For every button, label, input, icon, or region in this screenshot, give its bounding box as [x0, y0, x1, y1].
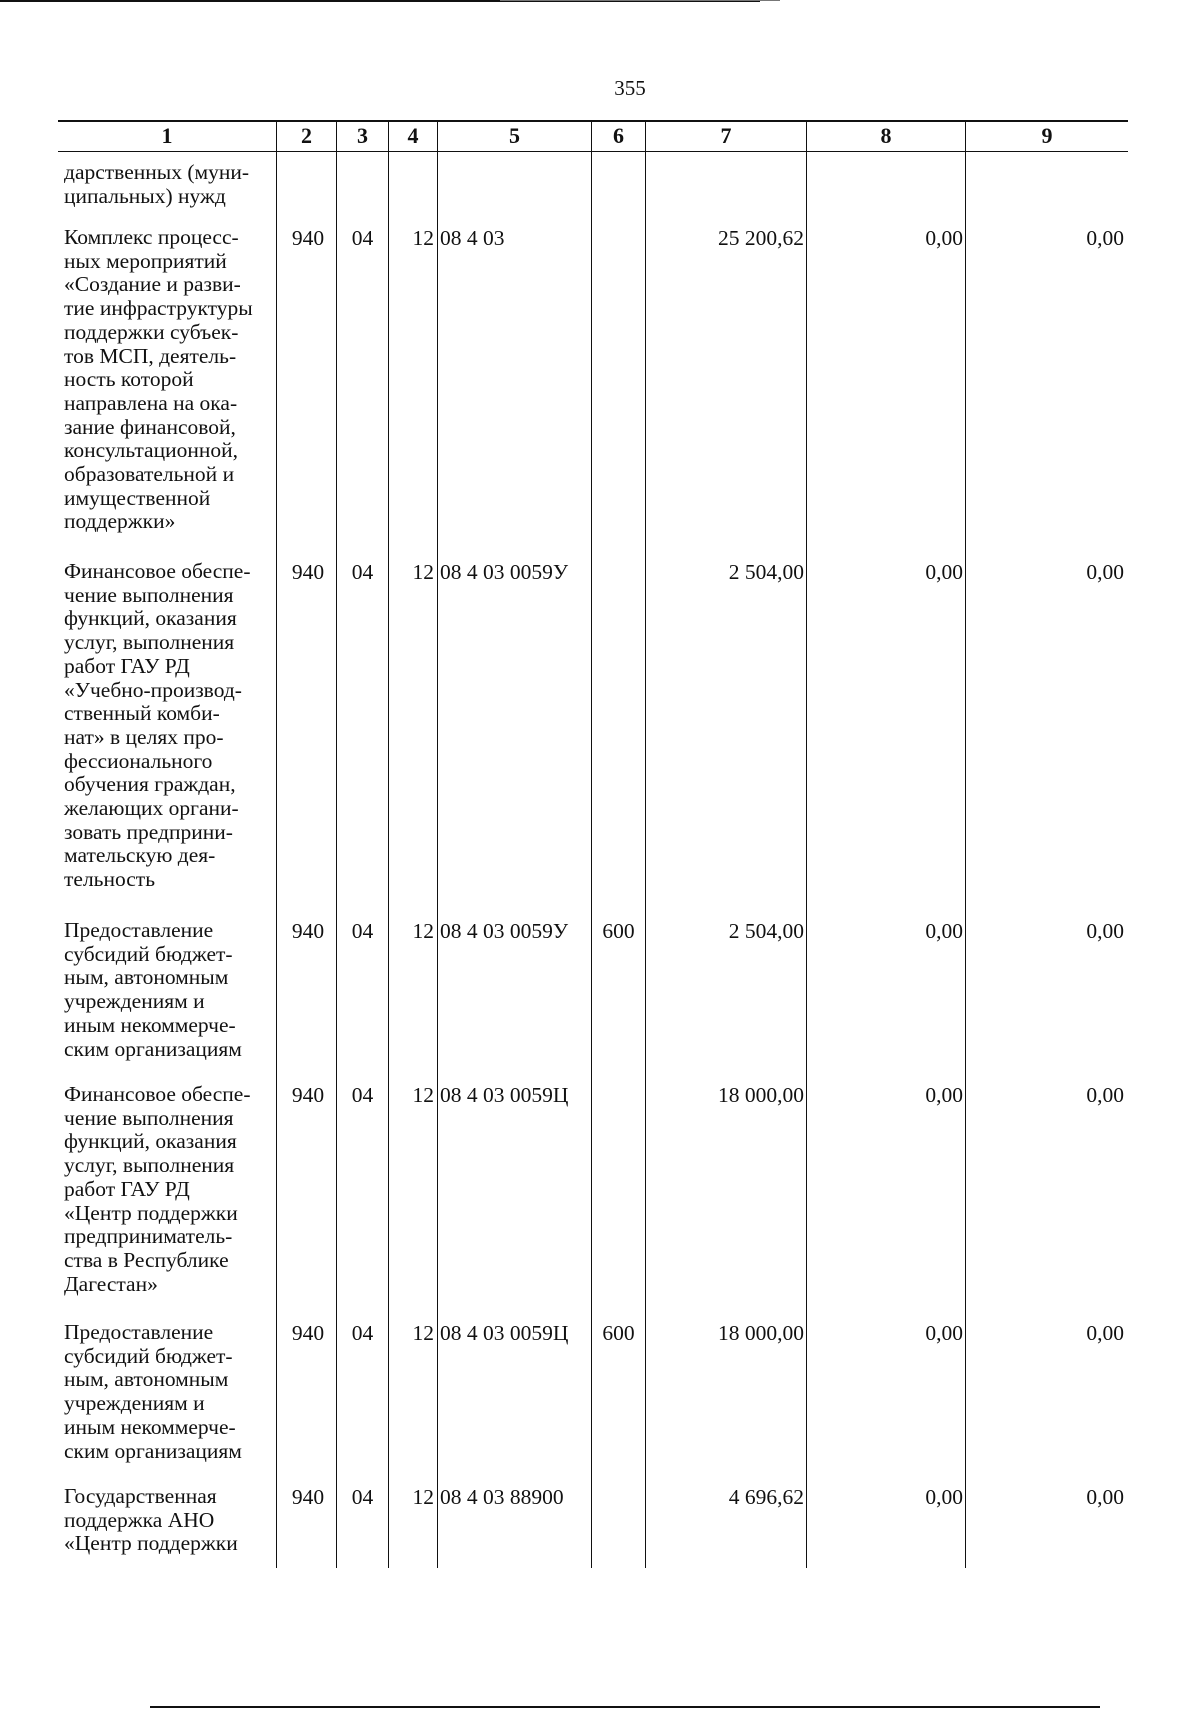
cell-col-9: 0,00 [1086, 226, 1124, 250]
cell-col-3: 04 [351, 919, 374, 943]
row-name: Финансовое обеспе- чение выполнения функций, оказания услуг, выполнения работ ГАУ РД «Учебно-производ- ственный комби- нат» в целях про- фессионального обучения граждан, желающих органи- зовать предприни- мательскую дея- тельность [64, 559, 251, 892]
cell-col-9: 0,00 [1086, 560, 1124, 584]
cell-col-9: 0,00 [1086, 1485, 1124, 1509]
cell-col-4: 12 [412, 919, 434, 943]
page-number: 355 [614, 76, 646, 100]
header-col-5: 5 [509, 123, 520, 148]
cell-col-7: 4 696,62 [728, 1485, 804, 1509]
cell-col-8: 0,00 [925, 1321, 963, 1345]
cell-col-7: 18 000,00 [718, 1321, 804, 1345]
cell-col-4: 12 [412, 226, 434, 250]
cell-col-3: 04 [351, 226, 374, 250]
scan-edge-bottom [150, 1706, 1100, 1708]
row-name: Предоставление субсидий бюджет- ным, автономным учреждениям и иным некоммерче- ским организациям [64, 1320, 242, 1463]
header-bottom-border [58, 151, 1128, 152]
header-col-6: 6 [613, 123, 624, 148]
cell-col-9: 0,00 [1086, 1083, 1124, 1107]
cell-col-4: 12 [412, 560, 434, 584]
row-name: Комплекс процесс- ных мероприятий «Создание и разви- тие инфраструктуры поддержки субъек- тов МСП, деятель- ность которой направлена на ока- зание финансовой, консультационной, образовательной и имущественной поддержки» [64, 225, 253, 534]
header-col-2: 2 [301, 123, 312, 148]
cell-col-5: 08 4 03 [440, 226, 505, 250]
col-divider-4 [437, 121, 438, 1568]
col-divider-8 [965, 121, 966, 1568]
cell-col-6: 600 [602, 919, 635, 943]
cell-col-2: 940 [291, 1485, 325, 1509]
cell-col-2: 940 [291, 1321, 325, 1345]
row-name: Государственная поддержка АНО «Центр поддержки [64, 1484, 238, 1556]
cell-col-3: 04 [351, 560, 374, 584]
cell-col-8: 0,00 [925, 560, 963, 584]
col-divider-3 [388, 121, 389, 1568]
cell-col-9: 0,00 [1086, 919, 1124, 943]
cell-col-9: 0,00 [1086, 1321, 1124, 1345]
header-col-3: 3 [357, 123, 368, 148]
cell-col-7: 2 504,00 [728, 560, 804, 584]
header-col-7: 7 [720, 123, 732, 148]
scan-edge-top-faint [500, 0, 780, 1]
row-name: Предоставление субсидий бюджет- ным, автономным учреждениям и иным некоммерче- ским организациям [64, 918, 242, 1061]
cell-col-5: 08 4 03 0059У [440, 919, 569, 943]
row-name: Финансовое обеспе- чение выполнения функций, оказания услуг, выполнения работ ГАУ РД «Центр поддержки предприниматель- ства в Республике Дагестан» [64, 1082, 251, 1296]
header-col-1: 1 [161, 123, 173, 148]
cell-col-7: 18 000,00 [718, 1083, 804, 1107]
col-divider-2 [336, 121, 337, 1568]
cell-col-8: 0,00 [925, 1083, 963, 1107]
cell-col-4: 12 [412, 1083, 434, 1107]
cell-col-8: 0,00 [925, 226, 963, 250]
col-divider-5 [591, 121, 592, 1568]
cell-col-5: 08 4 03 0059Ц [440, 1321, 569, 1345]
header-col-8: 8 [880, 123, 892, 148]
cell-col-7: 25 200,62 [718, 226, 804, 250]
cell-col-2: 940 [291, 560, 325, 584]
cell-col-2: 940 [291, 1083, 325, 1107]
cell-col-3: 04 [351, 1485, 374, 1509]
cell-col-5: 08 4 03 0059У [440, 560, 569, 584]
cell-col-6: 600 [602, 1321, 635, 1345]
col-divider-7 [806, 121, 807, 1568]
cell-col-7: 2 504,00 [728, 919, 804, 943]
cell-col-2: 940 [291, 919, 325, 943]
cell-col-3: 04 [351, 1321, 374, 1345]
cell-col-3: 04 [351, 1083, 374, 1107]
cell-col-8: 0,00 [925, 1485, 963, 1509]
cell-col-4: 12 [412, 1485, 434, 1509]
col-divider-6 [645, 121, 646, 1568]
row-name: дарственных (муни- ципальных) нужд [64, 160, 250, 208]
header-col-4: 4 [407, 123, 419, 148]
cell-col-5: 08 4 03 0059Ц [440, 1083, 569, 1107]
cell-col-5: 08 4 03 88900 [440, 1485, 564, 1509]
cell-col-4: 12 [412, 1321, 434, 1345]
cell-col-8: 0,00 [925, 919, 963, 943]
cell-col-2: 940 [291, 226, 325, 250]
header-col-9: 9 [1041, 123, 1053, 148]
